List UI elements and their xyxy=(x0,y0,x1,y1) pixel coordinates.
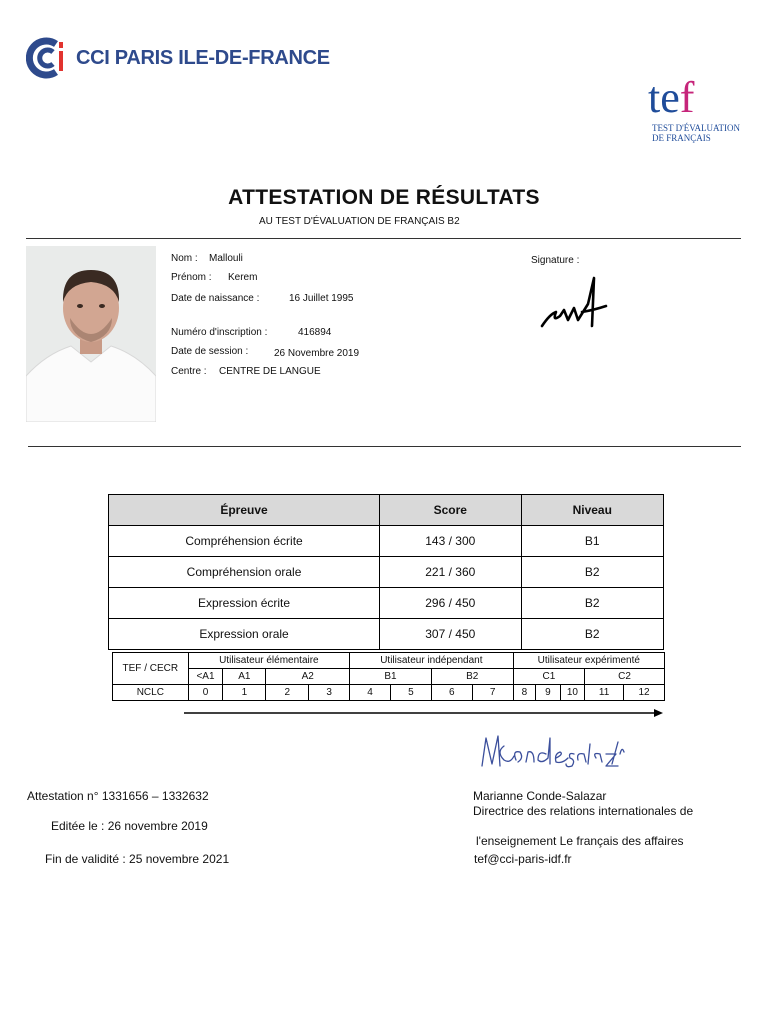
signature-label: Signature : xyxy=(531,255,580,266)
document-subtitle: AU TEST D'ÉVALUATION DE FRANÇAIS B2 xyxy=(259,216,460,227)
group-independant: Utilisateur indépendant xyxy=(350,653,514,669)
level-cell: B2 xyxy=(431,669,513,685)
middle-divider xyxy=(28,446,741,447)
level-scale-table xyxy=(112,652,665,701)
epreuve-cell: Expression écrite xyxy=(109,588,380,619)
cci-brand-name: CCI PARIS ILE-DE-FRANCE xyxy=(76,47,330,69)
table-row xyxy=(109,588,664,619)
document-title: ATTESTATION DE RÉSULTATS xyxy=(228,186,540,209)
tef-logo-subtitle-1: TEST D'ÉVALUATION xyxy=(652,123,741,133)
level-cell: A2 xyxy=(266,669,350,685)
tef-logo xyxy=(648,73,748,146)
epreuve-cell: Compréhension orale xyxy=(109,557,380,588)
session-value: 26 Novembre 2019 xyxy=(274,348,360,359)
level-cell: C1 xyxy=(513,669,585,685)
top-divider xyxy=(26,238,741,239)
level-cell: C2 xyxy=(585,669,665,685)
niveau-cell: B2 xyxy=(521,619,664,650)
session-label: Date de session : xyxy=(171,346,249,357)
nclc-cell: 3 xyxy=(309,685,350,701)
tef-logo-text-te: te xyxy=(648,73,680,122)
centre-label: Centre : xyxy=(171,366,207,377)
prenom-label: Prénom : xyxy=(171,272,212,283)
candidate-photo xyxy=(26,246,156,422)
nclc-cell: 4 xyxy=(350,685,391,701)
level-cell: <A1 xyxy=(188,669,223,685)
director-signature-icon xyxy=(476,724,626,772)
nclc-cell: 12 xyxy=(624,685,665,701)
level-cell: A1 xyxy=(223,669,266,685)
table-row xyxy=(109,619,664,650)
nom-value: Mallouli xyxy=(209,253,243,264)
table-row xyxy=(109,526,664,557)
niveau-cell: B2 xyxy=(521,588,664,619)
validity-date: Fin de validité : 25 novembre 2021 xyxy=(45,852,230,866)
attestation-number: Attestation n° 1331656 – 1332632 xyxy=(27,789,209,803)
niveau-cell: B2 xyxy=(521,557,664,588)
results-table xyxy=(108,494,664,650)
candidate-signature-icon xyxy=(538,274,610,330)
cci-logo-icon xyxy=(26,36,70,80)
dob-label: Date de naissance : xyxy=(171,293,260,304)
nclc-cell: 7 xyxy=(472,685,513,701)
table-row xyxy=(109,557,664,588)
inscription-value: 416894 xyxy=(298,327,332,338)
nclc-cell: 2 xyxy=(266,685,309,701)
score-cell: 221 / 360 xyxy=(380,557,521,588)
header-niveau: Niveau xyxy=(521,495,664,526)
inscription-label: Numéro d'inscription : xyxy=(171,327,268,338)
epreuve-cell: Compréhension écrite xyxy=(109,526,380,557)
contact-email: tef@cci-paris-idf.fr xyxy=(474,852,572,866)
group-experimente: Utilisateur expérimenté xyxy=(513,653,664,669)
nclc-cell: 10 xyxy=(560,685,585,701)
level-cell: B1 xyxy=(350,669,432,685)
centre-value: CENTRE DE LANGUE xyxy=(219,366,321,377)
header-epreuve: Épreuve xyxy=(109,495,380,526)
tef-logo-subtitle-2: DE FRANÇAIS xyxy=(652,133,711,143)
nom-label: Nom : xyxy=(171,253,198,264)
score-cell: 307 / 450 xyxy=(380,619,521,650)
signatory-title-line-1: Directrice des relations internationales de xyxy=(473,804,694,818)
nclc-cell: 6 xyxy=(431,685,472,701)
nclc-cell: 0 xyxy=(188,685,223,701)
scale-arrow-icon xyxy=(184,708,664,718)
results-header-row xyxy=(109,495,664,526)
signatory-name: Marianne Conde-Salazar xyxy=(473,789,607,803)
tef-logo-text-f: f xyxy=(679,73,695,122)
tef-cecr-label: TEF / CECR xyxy=(113,653,189,685)
nclc-cell: 5 xyxy=(390,685,431,701)
nclc-label: NCLC xyxy=(113,685,189,701)
signatory-title-line-2: l'enseignement Le français des affaires xyxy=(476,834,684,848)
prenom-value: Kerem xyxy=(228,272,258,283)
dob-value: 16 Juillet 1995 xyxy=(289,293,354,304)
nclc-cell: 11 xyxy=(585,685,624,701)
group-elementaire: Utilisateur élémentaire xyxy=(188,653,349,669)
nclc-cell: 8 xyxy=(513,685,535,701)
niveau-cell: B1 xyxy=(521,526,664,557)
score-cell: 143 / 300 xyxy=(380,526,521,557)
nclc-cell: 9 xyxy=(536,685,561,701)
header-score: Score xyxy=(380,495,521,526)
score-cell: 296 / 450 xyxy=(380,588,521,619)
nclc-cell: 1 xyxy=(223,685,266,701)
edition-date: Editée le : 26 novembre 2019 xyxy=(51,819,208,833)
epreuve-cell: Expression orale xyxy=(109,619,380,650)
